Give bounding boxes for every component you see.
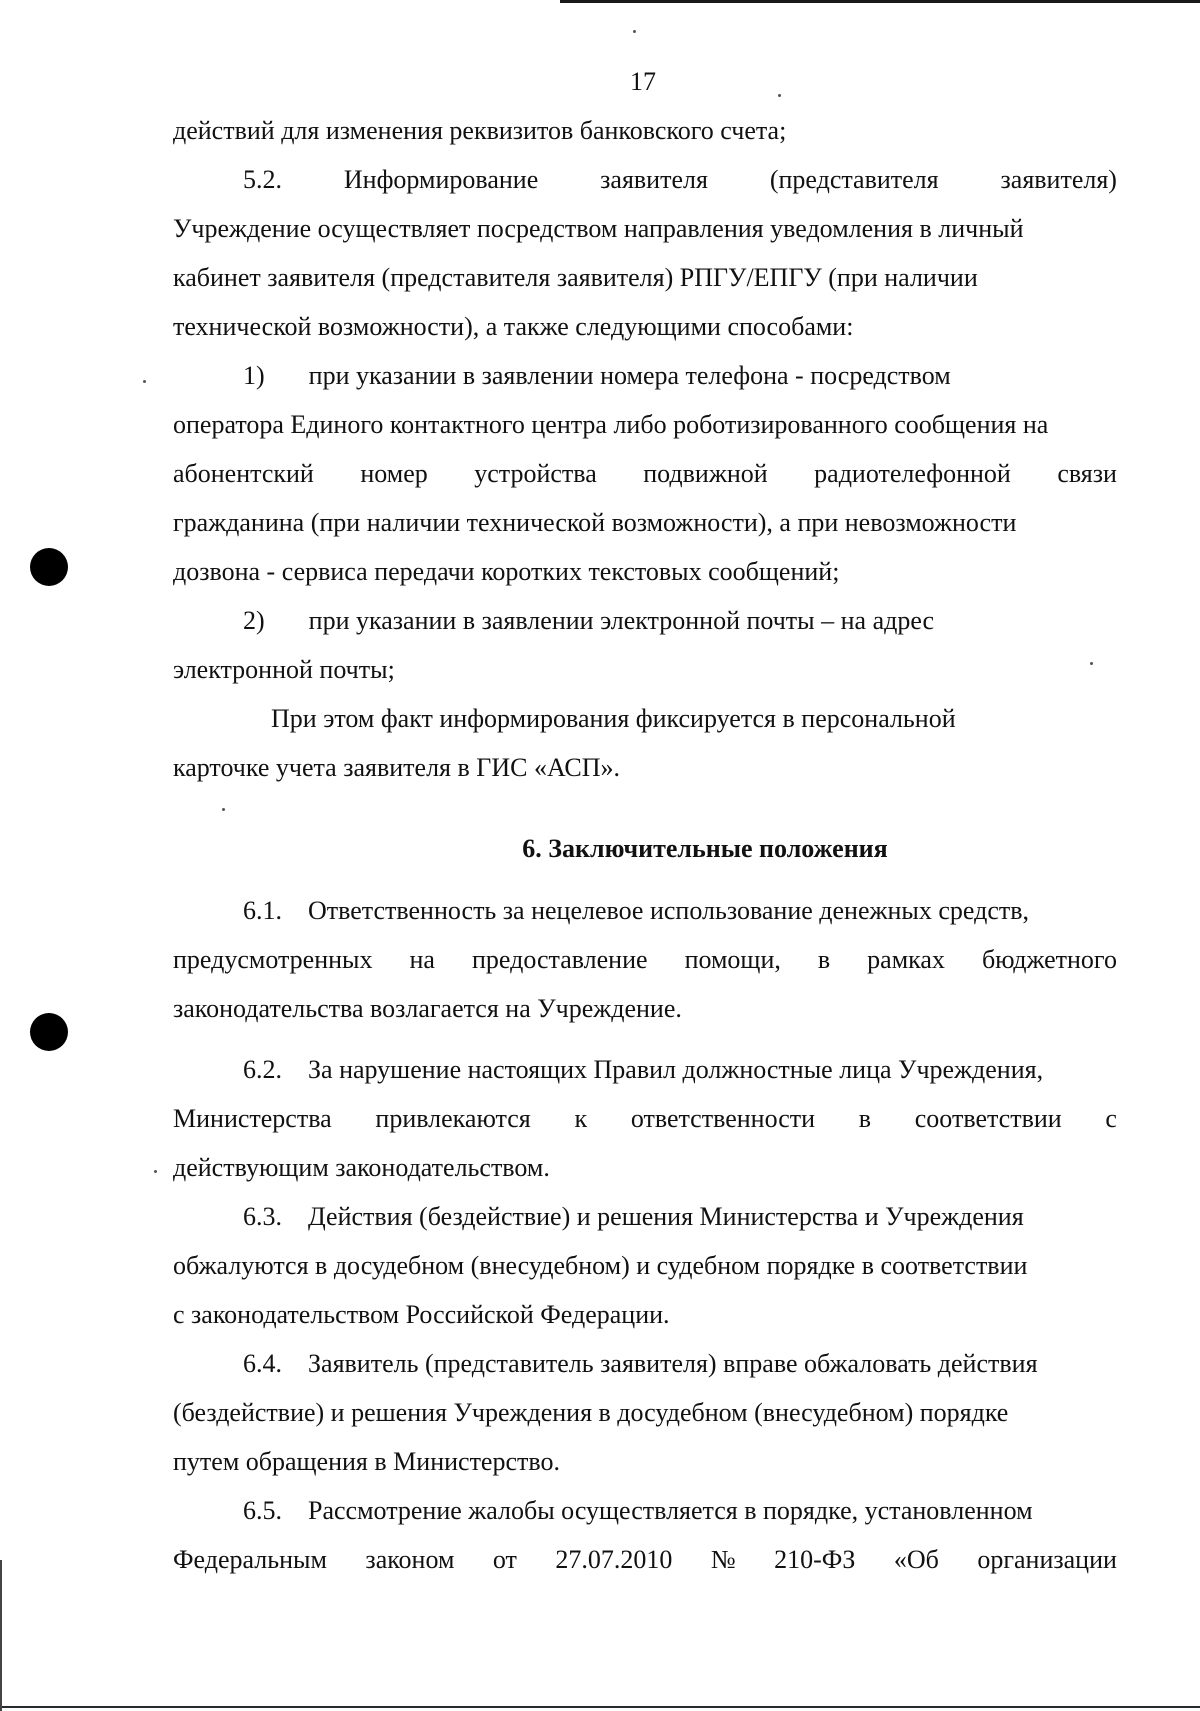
text-line-justified <box>173 1535 1117 1584</box>
text-line-clause <box>173 1486 1117 1535</box>
text-line-justified <box>173 449 1117 498</box>
word: от <box>492 1545 517 1574</box>
text-line-clause <box>173 1192 1117 1241</box>
text-line-list-item <box>173 351 1117 400</box>
word: в <box>817 945 831 974</box>
word: номер <box>360 459 428 488</box>
word: с <box>1105 1104 1117 1133</box>
scan-speck <box>633 30 636 33</box>
text-line: действующим законодательством. <box>173 1153 550 1182</box>
text-line-clause <box>173 886 1117 935</box>
text-line: технической возможности), а также следующими способами: <box>173 312 854 341</box>
clause-number: 6.3. <box>243 1202 282 1231</box>
word: Министерства <box>173 1104 332 1133</box>
word: предусмотренных <box>173 945 373 974</box>
word: абонентский <box>173 459 314 488</box>
clause-number: 6.2. <box>243 1055 282 1084</box>
word: Федеральным <box>173 1545 327 1574</box>
list-item-text: при указании в заявлении номера телефона - посредством <box>308 361 951 390</box>
page-number: 17 <box>630 67 656 96</box>
text-line-justified <box>173 935 1117 984</box>
text-line-clause <box>173 1045 1117 1094</box>
word: «Об <box>893 1545 939 1574</box>
word: заявителя <box>600 165 708 194</box>
clause-number: 6.5. <box>243 1496 282 1525</box>
text-line-justified <box>173 155 1117 204</box>
text-line: обжалуются в досудебном (внесудебном) и судебном порядке в соответствии <box>173 1251 1028 1280</box>
clause-text: Ответственность за нецелевое использование денежных средств, <box>308 896 1030 925</box>
word: (представителя <box>769 165 939 194</box>
list-marker: 2) <box>243 606 265 635</box>
word: бюджетного <box>981 945 1117 974</box>
text-line: карточке учета заявителя в ГИС «АСП». <box>173 753 621 782</box>
list-marker: 1) <box>243 361 265 390</box>
scan-speck <box>778 94 781 97</box>
word: законом <box>365 1545 455 1574</box>
clause-number: 6.4. <box>243 1349 282 1378</box>
body-text-section-5 <box>173 106 1117 792</box>
text-line-list-item <box>173 596 1117 645</box>
word: организации <box>977 1545 1117 1574</box>
word: 210-ФЗ <box>774 1545 856 1574</box>
text-line: путем обращения в Министерство. <box>173 1447 560 1476</box>
text-line: (бездействие) и решения Учреждения в досудебном (внесудебном) порядке <box>173 1398 1009 1427</box>
word: заявителя) <box>1000 165 1117 194</box>
scan-speck <box>222 808 225 811</box>
word: Информирование <box>343 165 539 194</box>
word: рамках <box>867 945 945 974</box>
text-line: электронной почты; <box>173 655 395 684</box>
top-rule <box>560 0 1200 3</box>
word: помощи, <box>684 945 781 974</box>
body-text-clause-6-2 <box>173 1045 1117 1584</box>
word: на <box>409 945 435 974</box>
word: связи <box>1057 459 1117 488</box>
text-line: законодательства возлагается на Учреждение. <box>173 994 682 1023</box>
text-line: Учреждение осуществляет посредством направления уведомления в личный <box>173 214 1024 243</box>
clause-text: Заявитель (представитель заявителя) вправе обжаловать действия <box>308 1349 1038 1378</box>
word: устройства <box>474 459 597 488</box>
clause-text: За нарушение настоящих Правил должностные лица Учреждения, <box>308 1055 1044 1084</box>
text-line-justified <box>173 1094 1117 1143</box>
clause-number: 6.1. <box>243 896 282 925</box>
word: радиотелефонной <box>814 459 1011 488</box>
word: к <box>574 1104 588 1133</box>
body-text-section-6 <box>173 886 1117 1033</box>
left-edge-line <box>0 1560 2 1711</box>
text-line: действий для изменения реквизитов банковского счета; <box>173 116 787 145</box>
word: предоставление <box>471 945 648 974</box>
text-line: гражданина (при наличии технической возможности), а при невозможности <box>173 508 1017 537</box>
text-line: При этом факт информирования фиксируется в персональной <box>271 704 956 733</box>
text-line: оператора Единого контактного центра либо роботизированного сообщения на <box>173 410 1049 439</box>
bottom-rule <box>0 1706 1200 1708</box>
word: привлекаются <box>375 1104 531 1133</box>
word: подвижной <box>643 459 768 488</box>
word: ответственности <box>630 1104 816 1133</box>
scan-speck <box>154 1170 157 1173</box>
punch-hole-top <box>30 548 68 586</box>
word: № <box>710 1545 736 1574</box>
text-line: с законодательством Российской Федерации. <box>173 1300 670 1329</box>
text-line: дозвона - сервиса передачи коротких текстовых сообщений; <box>173 557 840 586</box>
list-item-text: при указании в заявлении электронной почты – на адрес <box>308 606 935 635</box>
word: 27.07.2010 <box>555 1545 673 1574</box>
word: в <box>858 1104 872 1133</box>
clause-text: Действия (бездействие) и решения Министерства и Учреждения <box>308 1202 1024 1231</box>
scan-speck <box>143 380 146 383</box>
clause-text: Рассмотрение жалобы осуществляется в порядке, установленном <box>308 1496 1033 1525</box>
section-heading: 6. Заключительные положения <box>522 834 888 863</box>
clause-number: 5.2. <box>243 165 282 194</box>
text-line: кабинет заявителя (представителя заявителя) РПГУ/ЕПГУ (при наличии <box>173 263 978 292</box>
text-line-clause <box>173 1339 1117 1388</box>
punch-hole-bottom <box>30 1013 68 1051</box>
word: соответствии <box>914 1104 1062 1133</box>
